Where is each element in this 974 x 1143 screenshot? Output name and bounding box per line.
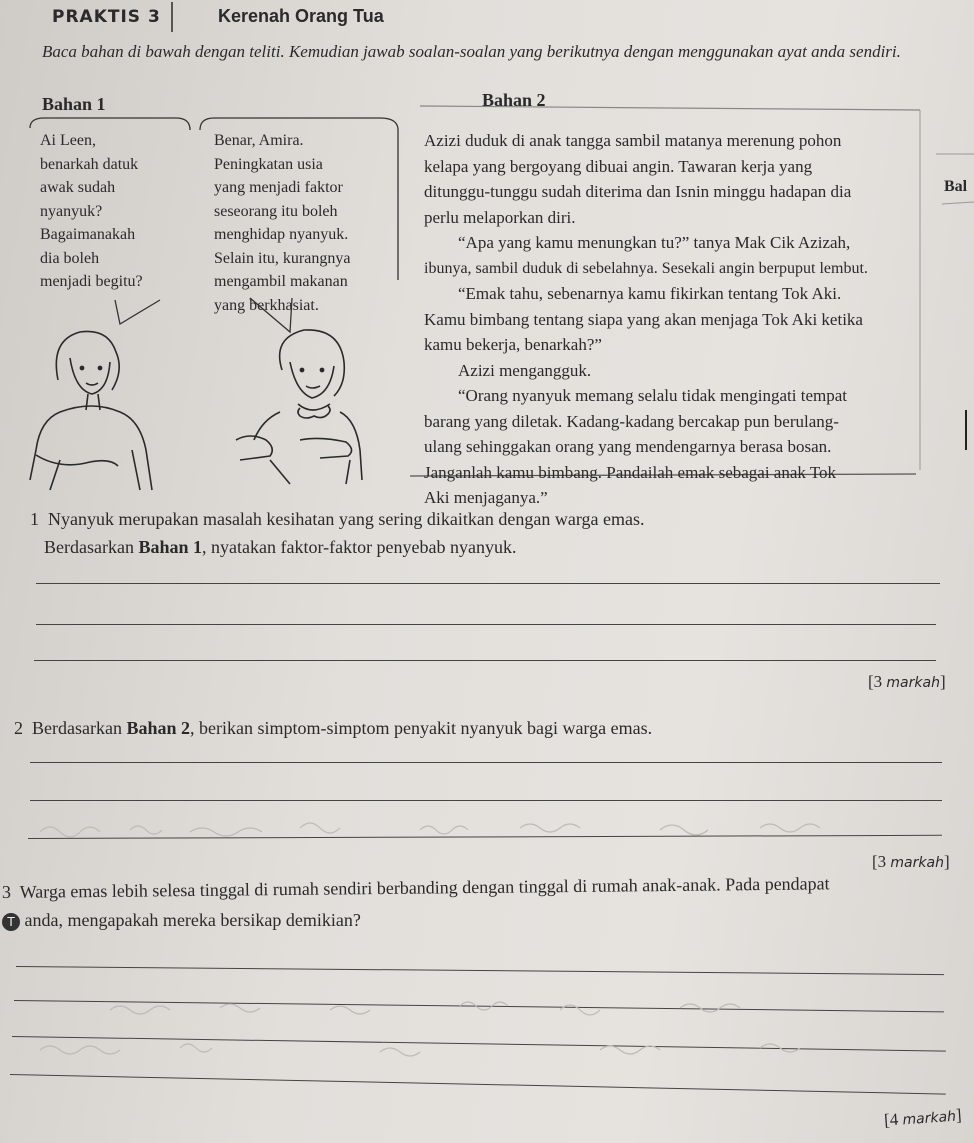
page-title: Kerenah Orang Tua <box>218 6 384 26</box>
passage-line: “Emak tahu, sebenarnya kamu fikirkan tentang Tok Aki. <box>458 284 842 303</box>
girl-ai-leen-illustration <box>30 331 152 490</box>
passage-line: ditunggu-tunggu sudah diterima dan Isnin minggu hadapan dia <box>424 182 852 201</box>
passage-line: Janganlah kamu bimbang. Pandailah emak sebagai anak Tok <box>424 462 837 482</box>
question-2 <box>14 718 652 739</box>
praktis-badge <box>52 2 173 32</box>
passage-line: barang yang diletak. Kadang-kadang bercakap pun berulang- <box>424 411 839 431</box>
answer-line[interactable] <box>34 660 936 661</box>
passage-line: kamu bekerja, benarkah?” <box>424 335 602 354</box>
speech-bubble-pointer <box>115 300 160 324</box>
passage-line: “Apa yang kamu menungkan tu?” tanya Mak Cik Azizah, <box>458 233 851 252</box>
bahan2-label: Bahan 2 <box>482 90 546 110</box>
bubble-outline-left <box>30 118 190 130</box>
question-1-prompt <box>44 537 517 558</box>
question-number: 2 <box>14 718 23 738</box>
instructions: Baca bahan di bawah dengan teliti. Kemudian jawab soalan-soalan yang berikutnya dengan menggunakan ayat anda sendiri. <box>42 42 901 61</box>
speech-bubble-pointer <box>250 298 292 332</box>
bubble-outline-right <box>200 118 398 280</box>
question-text: , berikan simptom-simptom penyakit nyanyuk bagi warga emas. <box>190 718 653 738</box>
question-1 <box>30 509 644 530</box>
bahan2-passage <box>424 128 944 511</box>
marks-q2: [3 markah] <box>872 852 950 871</box>
passage-line: kelapa yang bergoyang dibuai angin. Tawaran kerja yang <box>424 156 813 176</box>
passage-line: Azizi duduk di anak tangga sambil matanya merenung pohon <box>424 131 842 150</box>
prompt-text: , nyatakan faktor-faktor penyebab nyanyuk. <box>202 537 517 557</box>
bahan1-illustration <box>0 100 420 500</box>
question-number: 1 <box>30 509 39 529</box>
t-badge-icon: T <box>2 913 20 931</box>
faint-pencil-marks <box>0 800 974 1143</box>
answer-line[interactable] <box>30 762 942 763</box>
answer-line[interactable] <box>36 583 940 584</box>
question-bold: Bahan 2 <box>126 718 190 738</box>
bubble-ai-leen: Ai Leen, benarkah datuk awak sudah nyanyuk? Bagaimanakah dia boleh menjadi begitu? <box>40 132 143 290</box>
bahan-side-label: Bal <box>944 178 968 195</box>
praktis-number: PRAKTIS 3 <box>52 7 161 27</box>
passage-line: Kamu bimbang tentang siapa yang akan menjaga Tok Aki ketika <box>424 309 863 329</box>
marks-q1: [3 markah] <box>868 672 946 691</box>
passage-line: “Orang nyanyuk memang selalu tidak mengingati tempat <box>458 386 847 405</box>
passage-line: Azizi mengangguk. <box>458 360 592 380</box>
girl-amira-illustration <box>236 330 362 484</box>
prompt-text: Berdasarkan <box>44 537 139 557</box>
passage-line: perlu melaporkan diri. <box>424 207 576 227</box>
bahan1-label: Bahan 1 <box>42 94 106 114</box>
question-text: Berdasarkan <box>32 718 127 738</box>
passage-line: Aki menjaganya.” <box>424 488 548 507</box>
question-text: Warga emas lebih selesa tinggal di rumah sendiri berbanding dengan tinggal di rumah anak-anak. Pada pendapat <box>19 873 830 902</box>
prompt-bold: Bahan 1 <box>138 537 202 557</box>
passage-line: ulang sehinggakan orang yang mendengarnya berasa bosan. <box>424 437 832 456</box>
answer-line[interactable] <box>36 624 936 625</box>
passage-line: ibunya, sambil duduk di sebelahnya. Sesekali angin berpuput lembut. <box>424 259 868 277</box>
question-text: anda, mengapakah mereka bersikap demikian? <box>24 910 361 930</box>
question-text: Nyanyuk merupakan masalah kesihatan yang sering dikaitkan dengan warga emas. <box>48 509 645 529</box>
bubble-amira: Benar, Amira. Peningkatan usia yang menjadi faktor seseorang itu boleh menghidap nyanyuk. Selain itu, kurangnya mengambil makanan yang berkhasiat. <box>214 132 351 314</box>
marks-q3: [4 markah] <box>883 1105 963 1130</box>
question-number: 3 <box>1 881 12 902</box>
